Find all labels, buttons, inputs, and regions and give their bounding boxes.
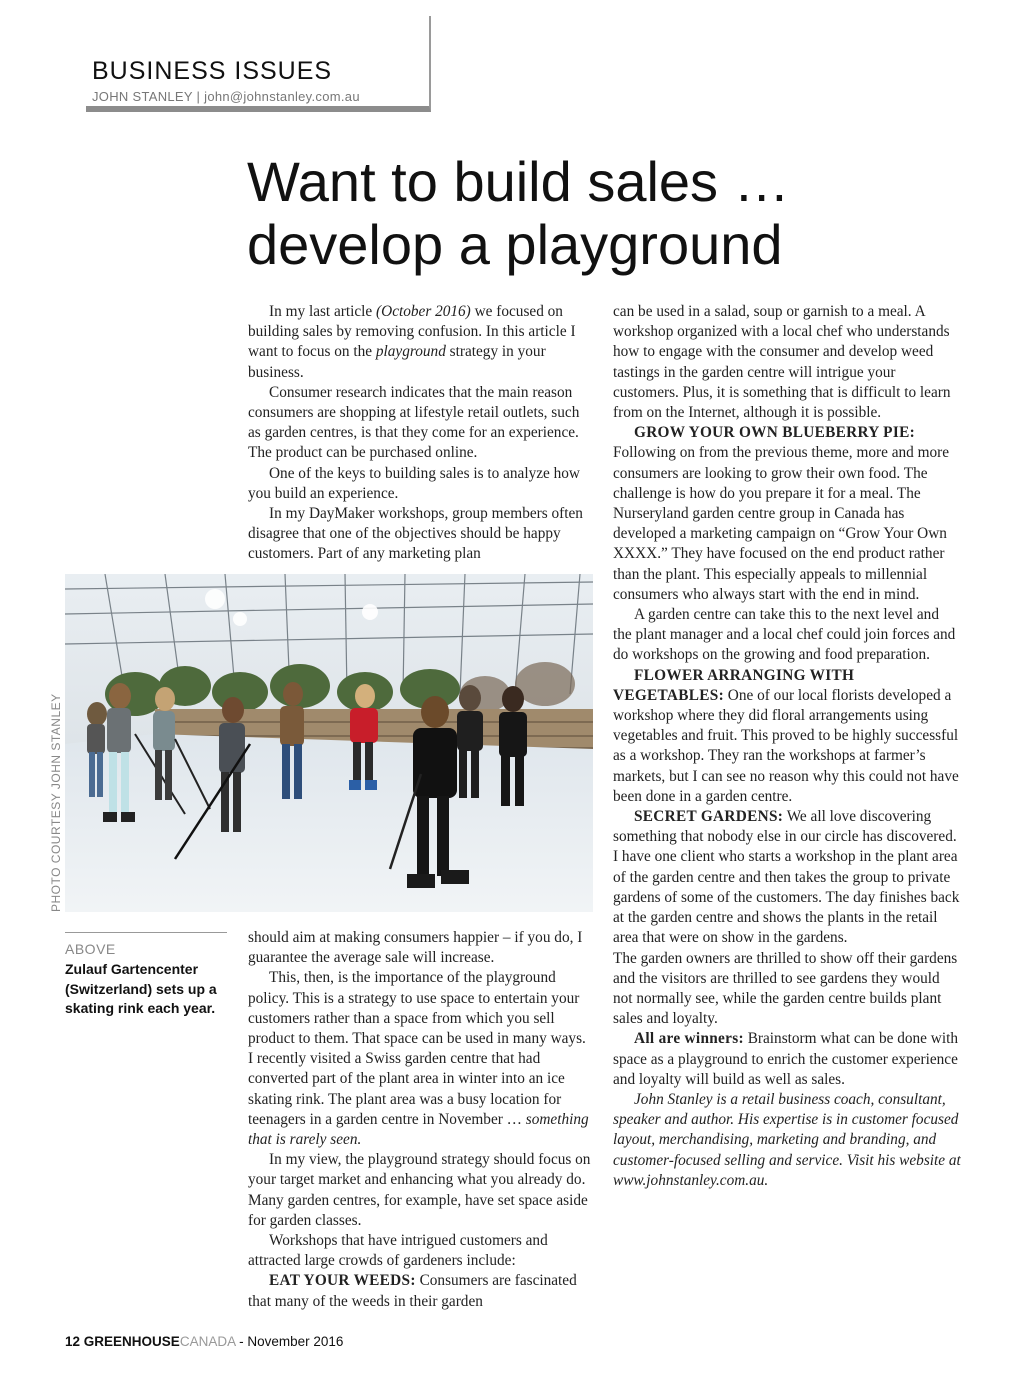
paragraph-blueberry: Following on from the previous theme, more and more consumers are looking to grow their own food. The challenge is how do you prepare it for a meal. The Nurseryland garden centre group in Canada has developed a marketing campaign on “Grow Your Own XXXX.” They have focused on the end product rather than the plant. This especially appeals to millennial consumers who always start with the end in mind.: [613, 444, 950, 603]
headline-line-1: Want to build sales …: [247, 150, 790, 213]
issue-date: - November 2016: [239, 1334, 344, 1349]
subhead-eat-weeds: EAT YOUR WEEDS:: [269, 1272, 416, 1290]
section-title: BUSINESS ISSUES: [92, 57, 333, 85]
paragraph-next-level: A garden centre can take this to the next level and the plant manager and a local chef could join forces and do workshops on the growing and food preparation.: [613, 606, 956, 664]
paragraph-happier: should aim at making consumers happier – if you do, I guarantee the average sale will increase.: [248, 929, 583, 967]
author-bio: John Stanley is a retail business coach, consultant, speaker and author. His expertise is in customer focused layout, merchandising, marketing and branding, and customer-focused selling and service. Visit his website at www.johnstanley.com.au.: [613, 1090, 961, 1189]
article-column-1-bottom: [248, 928, 593, 1312]
caption-label: ABOVE: [65, 941, 116, 957]
page-footer: [65, 1334, 343, 1349]
paragraph-daymaker: In my DayMaker workshops, group members often disagree that one of the objectives should be happy customers. Part of any marketing plan: [248, 505, 583, 563]
paragraph-owners: The garden owners are thrilled to show off their gardens and the visitors are thrilled to see gardens they would not normally see, while the garden centre builds plant sales and loyalty.: [613, 949, 958, 1028]
subhead-winners: All are winners:: [634, 1030, 744, 1048]
paragraph-secret: SECRET GARDENS: We all love discovering something that nobody else in our circle has discovered. I have one client who starts a workshop in the plant area of the garden centre and then takes the group to private gardens of some of the customers. The day finishes back at the garden centre and shows the plants in the retail area that were on show in the gardens.: [613, 808, 960, 947]
article-headline: [247, 150, 947, 276]
paragraph-workshops: Workshops that have intrigued customers and attracted large crowds of gardeners include:: [248, 1232, 548, 1270]
paragraph-intro: In my last article (October 2016) we focused on building sales by removing confusion. In this article I want to focus on the playground strategy in your business.: [248, 303, 576, 381]
publication-suffix: CANADA: [179, 1334, 236, 1349]
paragraph-eat-weeds: EAT YOUR WEEDS: Consumers are fascinated that many of the weeds in their garden: [248, 1272, 577, 1310]
paragraph-playground: This, then, is the importance of the playground policy. This is a strategy to use space to entertain your customers rather than a space from which you sell product to them. That space can be used in many ways. I recently visited a Swiss garden centre that had converted part of the plant area in winter into an ice skating rink. The plant area was a busy location for teenagers in a garden centre in November … something that is rarely seen.: [248, 969, 589, 1149]
paragraph-winners: All are winners: Brainstorm what can be done with space as a playground to enrich the customer experience and loyalty will build as well as sales.: [613, 1030, 958, 1088]
paragraph-keys: One of the keys to building sales is to analyze how you build an experience.: [248, 464, 580, 502]
subhead-flower: FLOWER ARRANGING WITH VEGETABLES:: [613, 666, 855, 704]
photo-caption: Zulauf Gartencenter (Switzerland) sets up a skating rink each year.: [65, 961, 217, 1016]
paragraph-flower: FLOWER ARRANGING WITH VEGETABLES: One of our local florists developed a workshop where they did floral arrangements using vegetables and fruit. This proved to be highly successful as a workshop. They ran the workshops at farmer’s markets, but I can see no reason why this could not have been done in a garden centre.: [613, 666, 959, 805]
caption-divider: [65, 932, 227, 933]
paragraph-weeds-cont: can be used in a salad, soup or garnish to a meal. A workshop organized with a local chef who understands how to engage with the consumer and develop weed tastings in the garden centre will intrigue your customers. Plus, it is something that is difficult to learn from on the Internet, although it is possible.: [613, 303, 951, 422]
author-byline: JOHN STANLEY | john@johnstanley.com.au: [92, 89, 360, 104]
headline-line-2: develop a playground: [247, 213, 783, 276]
article-column-1-top: [248, 302, 593, 565]
paragraph-strategy: In my view, the playground strategy should focus on your target market and enhancing what you already do. Many garden centres, for example, have set space aside for garden classes.: [248, 1151, 591, 1229]
article-column-2: [613, 302, 961, 1191]
page-number: 12: [65, 1334, 81, 1349]
paragraph-research: Consumer research indicates that the main reason consumers are shopping at lifestyle retail outlets, such as garden centres, is that they come for an experience. The product can be purchased online.: [248, 383, 580, 462]
publication-name: GREENHOUSE: [83, 1334, 180, 1349]
subhead-blueberry: GROW YOUR OWN BLUEBERRY PIE:: [634, 424, 915, 442]
subhead-secret: SECRET GARDENS:: [634, 808, 784, 826]
skating-rink-photo: [65, 574, 593, 912]
